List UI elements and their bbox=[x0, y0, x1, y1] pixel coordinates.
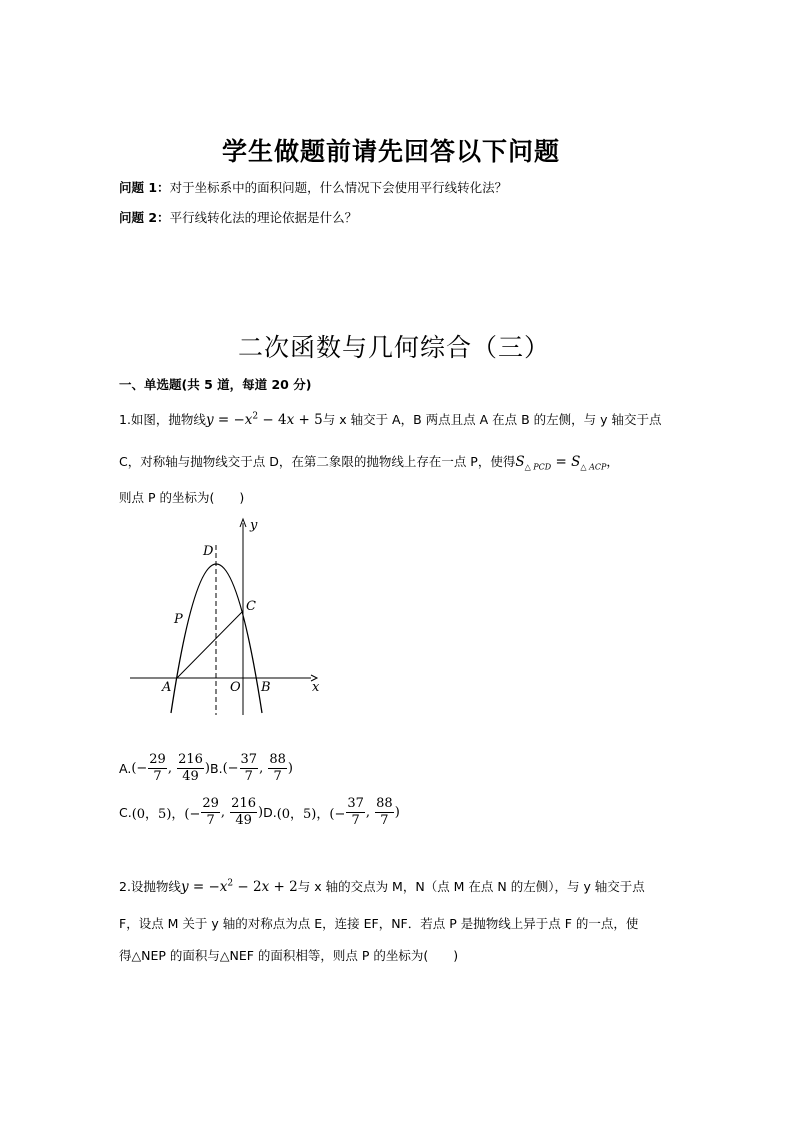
problem-1-prefix: 1.如图，抛物线 bbox=[119, 412, 206, 427]
option-c-label[interactable]: C. bbox=[119, 805, 132, 820]
option-d-frac-2: $\frac{88}{7}$ bbox=[376, 796, 393, 828]
problem-2-line-1 bbox=[119, 877, 645, 895]
worksheet-title: 二次函数与几何综合（三） bbox=[238, 333, 551, 362]
option-b-frac-2: $\frac{88}{7}$ bbox=[269, 752, 286, 784]
option-c-frac-2: $\frac{216}{49}$ bbox=[231, 796, 256, 828]
label-a: A bbox=[162, 680, 172, 695]
options-row-1: A. (− $\frac{29}{7}$ , $\frac{216}{49}$ ) B. (− $\frac{37}{7}$ , $\frac{88}{7}$ ) bbox=[119, 752, 293, 784]
options-row-2: C. (0，5) ，(− $\frac{29}{7}$ , $\frac{216}{49}$ ) D. (0，5) ，(− $\frac{37}{7}$ , $\frac{88}{7}$ ) bbox=[119, 796, 400, 828]
problem-1-figure bbox=[125, 515, 325, 720]
question-2 bbox=[119, 208, 357, 226]
problem-2-line-2: F，设点 M 关于 y 轴的对称点为点 E，连接 EF，NF．若点 P 是抛物线上异于点 F 的一点，使 bbox=[119, 916, 639, 931]
option-c-point: (0，5) bbox=[131, 807, 172, 822]
option-b-label[interactable]: B. bbox=[210, 761, 223, 776]
label-x: x bbox=[312, 680, 320, 695]
option-c-frac-1: $\frac{29}{7}$ bbox=[202, 796, 219, 828]
problem-2-equation: $y = -x^2 - 2x + 2$ bbox=[180, 878, 298, 895]
option-a-frac-1: $\frac{29}{7}$ bbox=[149, 752, 166, 784]
label-b: B bbox=[261, 680, 271, 695]
question-2-label: 问题 2： bbox=[119, 210, 170, 225]
label-p: P bbox=[174, 612, 183, 627]
question-2-text: 平行线转化法的理论依据是什么？ bbox=[169, 210, 358, 225]
option-b-frac-1: $\frac{37}{7}$ bbox=[240, 752, 258, 784]
problem-1-equation: $y = -x^2 - 4x + 5$ bbox=[205, 411, 323, 428]
problem-1-mid: 与 x 轴交于 A，B 两点且点 A 在点 B 的左侧，与 y 轴交于点 bbox=[322, 412, 662, 427]
problem-1-area-equation: $S_{\triangle PCD} = S_{\triangle ACP}$ bbox=[515, 454, 607, 472]
problem-2-prefix: 2.设抛物线 bbox=[119, 879, 181, 894]
problem-1-line-2: C，对称轴与抛物线交于点 D，在第二象限的抛物线上存在一点 P，使得$S_{\triangle PCD} = S_{\triangle ACP}$， bbox=[119, 454, 619, 472]
label-d: D bbox=[203, 544, 214, 559]
question-1-text: 对于坐标系中的面积问题，什么情况下会使用平行线转化法？ bbox=[169, 180, 508, 195]
section-heading: 一、单选题(共 5 道，每道 20 分) bbox=[119, 377, 312, 392]
option-d-label[interactable]: D. bbox=[263, 805, 277, 820]
problem-2-mid: 与 x 轴的交点为 M，N（点 M 在点 N 的左侧），与 y 轴交于点 bbox=[297, 879, 645, 894]
question-1 bbox=[119, 178, 507, 196]
header-title: 学生做题前请先回答以下问题 bbox=[222, 137, 561, 166]
option-a-frac-2: $\frac{216}{49}$ bbox=[178, 752, 203, 784]
label-c: C bbox=[246, 599, 256, 614]
question-1-label: 问题 1： bbox=[119, 180, 170, 195]
option-a-label[interactable]: A. bbox=[119, 761, 132, 776]
option-d-frac-1: $\frac{37}{7}$ bbox=[347, 796, 364, 828]
label-y: y bbox=[250, 518, 258, 533]
problem-1-line-1 bbox=[119, 410, 662, 428]
segment-ac bbox=[177, 611, 243, 678]
problem-1-line-2-text: C，对称轴与抛物线交于点 D，在第二象限的抛物线上存在一点 P，使得 bbox=[119, 454, 516, 469]
problem-2-line-3: 得△NEP 的面积与△NEF 的面积相等，则点 P 的坐标为( ) bbox=[119, 948, 459, 963]
label-o: O bbox=[230, 680, 241, 695]
option-d-point: (0，5) bbox=[276, 807, 317, 822]
problem-1-line-3: 则点 P 的坐标为( ) bbox=[119, 490, 245, 505]
